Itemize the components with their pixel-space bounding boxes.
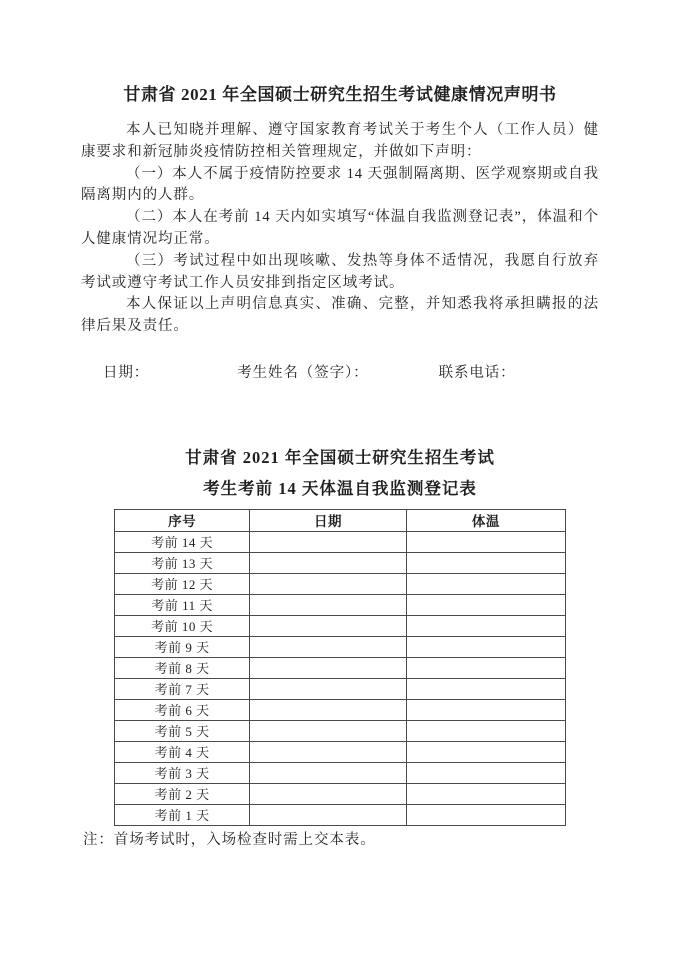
column-header-date: 日期 xyxy=(250,509,406,531)
row-label-cell: 考前 10 天 xyxy=(115,615,250,636)
row-temperature-cell xyxy=(406,720,565,741)
row-temperature-cell xyxy=(406,636,565,657)
row-date-cell xyxy=(250,741,406,762)
row-date-cell xyxy=(250,636,406,657)
row-label-cell: 考前 7 天 xyxy=(115,678,250,699)
row-temperature-cell xyxy=(406,594,565,615)
row-date-cell xyxy=(250,657,406,678)
row-temperature-cell xyxy=(406,615,565,636)
monitor-section-title: 甘肃省 2021 年全国硕士研究生招生考试 xyxy=(185,447,495,467)
table-row xyxy=(115,720,566,741)
table-header-row xyxy=(115,509,566,531)
row-label-cell: 考前 14 天 xyxy=(115,531,250,552)
monitor-table-title: 考生考前 14 天体温自我监测登记表 xyxy=(203,478,477,498)
table-row xyxy=(115,657,566,678)
row-date-cell xyxy=(250,720,406,741)
row-date-cell xyxy=(250,783,406,804)
row-date-cell xyxy=(250,762,406,783)
row-label-cell: 考前 11 天 xyxy=(115,594,250,615)
contact-phone-label: 联系电话： xyxy=(438,364,516,381)
row-temperature-cell xyxy=(406,573,565,594)
row-date-cell xyxy=(250,531,406,552)
row-temperature-cell xyxy=(406,699,565,720)
document-title: 甘肃省 2021 年全国硕士研究生招生考试健康情况声明书 xyxy=(123,85,557,104)
date-label: 日期： xyxy=(103,364,150,381)
row-date-cell xyxy=(250,615,406,636)
row-temperature-cell xyxy=(406,657,565,678)
table-row xyxy=(115,678,566,699)
row-label-cell: 考前 3 天 xyxy=(115,762,250,783)
row-temperature-cell xyxy=(406,804,565,825)
row-temperature-cell xyxy=(406,678,565,699)
table-row xyxy=(115,615,566,636)
row-date-cell xyxy=(250,594,406,615)
table-row xyxy=(115,804,566,825)
table-row xyxy=(115,552,566,573)
row-date-cell xyxy=(250,573,406,594)
row-date-cell xyxy=(250,699,406,720)
row-label-cell: 考前 4 天 xyxy=(115,741,250,762)
row-label-cell: 考前 13 天 xyxy=(115,552,250,573)
column-header-temperature: 体温 xyxy=(406,509,565,531)
row-label-cell: 考前 12 天 xyxy=(115,573,250,594)
row-label-cell: 考前 1 天 xyxy=(115,804,250,825)
declaration-item-1: （一）本人不属于疫情防控要求 14 天强制隔离期、医学观察期或自我隔离期内的人群。 xyxy=(81,165,599,204)
table-note: 注：首场考试时，入场检查时需上交本表。 xyxy=(83,831,376,848)
table-row xyxy=(115,594,566,615)
column-header-index: 序号 xyxy=(115,509,250,531)
signature-row xyxy=(81,363,599,383)
row-temperature-cell xyxy=(406,762,565,783)
declaration-item-2: （二）本人在考前 14 天内如实填写“体温自我监测登记表”，体温和个人健康情况均正常。 xyxy=(81,209,599,247)
declaration-item-3: （三）考试过程中如出现咳嗽、发热等身体不适情况，我愿自行放弃考试或遵守考试工作人员安排到指定区域考试。 xyxy=(81,252,599,291)
row-temperature-cell xyxy=(406,783,565,804)
candidate-name-label: 考生姓名（签字）： xyxy=(237,364,369,381)
row-date-cell xyxy=(250,678,406,699)
row-label-cell: 考前 9 天 xyxy=(115,636,250,657)
row-label-cell: 考前 8 天 xyxy=(115,657,250,678)
table-row xyxy=(115,636,566,657)
table-row xyxy=(115,783,566,804)
table-row xyxy=(115,573,566,594)
row-temperature-cell xyxy=(406,741,565,762)
monitor-table-body xyxy=(115,531,566,825)
temperature-monitor-table xyxy=(114,509,566,826)
row-date-cell xyxy=(250,804,406,825)
table-row xyxy=(115,531,566,552)
row-label-cell: 考前 5 天 xyxy=(115,720,250,741)
row-temperature-cell xyxy=(406,552,565,573)
row-date-cell xyxy=(250,552,406,573)
table-row xyxy=(115,762,566,783)
row-label-cell: 考前 6 天 xyxy=(115,699,250,720)
declaration-guarantee-paragraph: 本人保证以上声明信息真实、准确、完整，并知悉我将承担瞒报的法律后果及责任。 xyxy=(81,296,599,335)
declaration-intro-paragraph: 本人已知晓并理解、遵守国家教育考试关于考生个人（工作人员）健康要求和新冠肺炎疫情防控相关管理规定，并做如下声明： xyxy=(81,122,599,160)
table-row xyxy=(115,699,566,720)
row-label-cell: 考前 2 天 xyxy=(115,783,250,804)
declaration-body xyxy=(81,120,599,338)
table-row xyxy=(115,741,566,762)
row-temperature-cell xyxy=(406,531,565,552)
